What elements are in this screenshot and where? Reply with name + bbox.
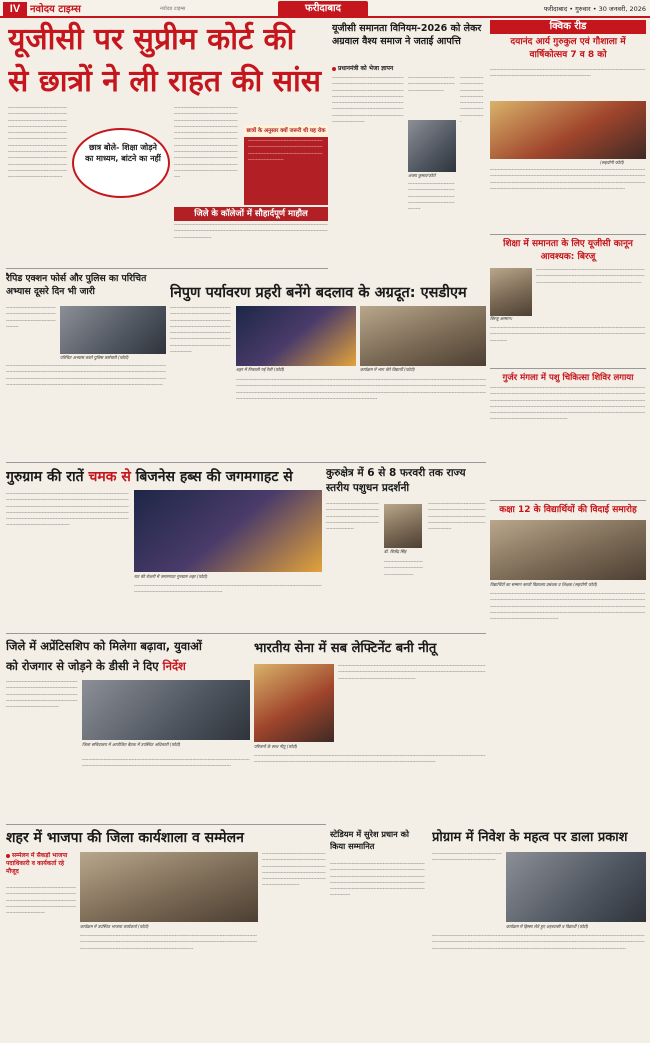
quick-read-story1-caption: (सहयोगी फोटो) [600, 160, 625, 165]
date-line: फरीदाबाद • गुरुवार • 30 जनवरी, 2026 [543, 5, 646, 13]
quick-read-story2-headline: शिक्षा में समानता के लिए यूजीसी कानून आवश्यक: बिरजू [503, 239, 633, 262]
header-bar [0, 0, 650, 18]
ugc-equality-body-col1: ------------------------------------------------------------------------------------------------------------------------------------------------------------------------------------------------------------------------------------------------------------------------------------------------------------------------------------------------------- [332, 76, 404, 126]
divider [6, 633, 486, 634]
bjp-subhead [6, 852, 76, 882]
quick-read-story2-caption: बिरजू अरमान। [490, 316, 513, 321]
kurukshetra-body-col2: ------------------------------------------------------------------------------------------------------------------------------------------------------------------- [428, 502, 486, 533]
bjp-headline: शहर में भाजपा की जिला कार्यशाला व सम्मेलन [6, 830, 244, 846]
apprentice-body-col1: -------------------------------------------------------------------------------------------------------------------------------------------------------------------------------------------------------------------------- [6, 680, 78, 711]
army-caption: परिजनों के साथ नीतू (फोटो) [254, 744, 298, 749]
kurukshetra-caption: डॉ. बिजेंद्र सिंह [384, 549, 407, 554]
inset-body: ----------------------------------------------------------------------------------------------------------------------------------------------------------------------- [248, 139, 323, 163]
quick-read-story1-body2: --------------------------------------------------------------------------------------------------------------------------------------------------------------------------------------------------------------------------------------------------------------------------------------------------------------------------------------------------------------------------------------------------- [490, 168, 646, 192]
quick-read-label: क्विक रीड [490, 20, 646, 34]
rapid-body-col1: -------------------------------------------------------------------------------------------------------- [6, 306, 56, 330]
main-story-body-col1: --------------------------------------------------------------------------------------------------------------------------------------------------------------------------------------------------------------------------------------------------------------------------------------------------------------------------------------------------------------------------------------------------------------------------------------------------------------------- [8, 106, 67, 181]
quick-read-story4-caption: विद्यार्थियों का सम्मान करती विद्यालय प्रबंधक व शिक्षक (सहयोगी फोटो) [490, 582, 598, 587]
college-box: जिले के कॉलेजों में सौहार्दपूर्ण माहौल [174, 207, 328, 221]
bjp-body-col2: ------------------------------------------------------------------------------------------------------------------------------------------------------------------------------------------------------------------------------------------------------------------------------------------------------------- [80, 934, 257, 952]
gurugram-body-col1: ---------------------------------------------------------------------------------------------------------------------------------------------------------------------------------------------------------------------------------------------------------------------------------------------------------------------------------------------------------------------------------------------------------------------------------------------------- [6, 492, 129, 529]
army-photo [254, 664, 334, 742]
apprentice-caption: जिला सचिवालय में आयोजित बैठक में उपस्थित अधिकारी (फोटो) [82, 742, 181, 747]
main-headline-line2: से छात्रों ने ली राहत की सांस [8, 64, 322, 99]
divider [6, 824, 326, 825]
rapid-caption: परिचित अभ्यास करते पुलिस कर्मचारी (फोटो) [60, 355, 129, 360]
quick-read-story1-body: --------------------------------------------------------------------------------------------------------------------------------------------------------------------- [490, 68, 646, 80]
inset-box [244, 125, 328, 205]
masthead-small: नवोदय टाइम्स [160, 6, 186, 12]
army-body-col2: -------------------------------------------------------------------------------------------------------------------------------------------------------------------------------------------------------------------------------------------------------------------------- [254, 754, 486, 766]
ugc-equality-body-col3: -------------------------------------------------------------------------------------------------------------------------------- [408, 182, 455, 213]
gurugram-headline-part1: गुरुग्राम की रातें [6, 469, 84, 485]
gurugram-headline-part2: बिजनेस हब्स की जगमगाहट से [135, 469, 293, 485]
divider [490, 368, 646, 369]
program-photo [506, 852, 646, 922]
nipun-body-col1: ----------------------------------------------------------------------------------------------------------------------------------------------------------------------------------------------------------------------------------------------------------------------------------------------- [170, 306, 231, 356]
ugc-equality-byline [332, 64, 482, 73]
rapid-body-col2: -------------------------------------------------------------------------------------------------------------------------------------------------------------------------------------------------------------------------------------------------------------------------------------------------------------------------------------------------------------------------------------------------------------------------- [6, 364, 166, 388]
ugc-equality-photo [408, 120, 456, 172]
nipun-caption2: कार्यक्रम में भाग लेते विद्यार्थी (फोटो) [360, 367, 415, 372]
page-number: IV [3, 2, 27, 16]
city-tag: फरीदाबाद [278, 1, 368, 17]
college-box-body: ------------------------------------------------------------------------------------------------------------------------------------------------------------------------------------------------------------------------------ [174, 223, 328, 241]
nipun-photo1 [236, 306, 356, 366]
gurugram-headline [6, 467, 322, 487]
quick-read-story1-headline: दयानंद आर्य गुरुकुल एवं गौशाला में वार्षिकोत्सव 7 व 8 को [510, 37, 626, 60]
inset-header: छात्रों के अनुसार क्यों जरूरी थी यह रोक [244, 125, 328, 137]
quick-read-story3-headline: गुर्जर मंगला में पशु चिकित्सा शिविर लगाया [502, 373, 634, 383]
rapid-headline: रैपिड एक्शन फोर्स और पुलिस का परिचित अभ्यास दूसरे दिन भी जारी [6, 273, 147, 297]
quick-read-story2-photo [490, 268, 532, 316]
quick-read-story2-body: ---------------------------------------------------------------------------------------------------------------------------------------------------------------------------------------------------------------- [536, 268, 645, 286]
apprentice-body-col2: ------------------------------------------------------------------------------------------------------------------------------------------------------------------------------------------------------------ [82, 758, 250, 770]
paper-name: नवोदय टाइम्स [30, 4, 81, 15]
nipun-photo2 [360, 306, 486, 366]
kurukshetra-photo [384, 504, 422, 548]
bjp-body-col3: ------------------------------------------------------------------------------------------------------------------------------------------------------------------------------------------------------------------------------------- [262, 852, 326, 889]
gurugram-body-col2: ---------------------------------------------------------------------------------------------------------------------------------------------------------------------------------- [134, 584, 322, 596]
bullet-icon [6, 854, 10, 858]
nipun-headline: निपुण पर्यावरण प्रहरी बनेंगे बदलाव के अग्रदूत: एसडीएम [170, 285, 467, 301]
divider [6, 268, 328, 269]
ugc-equality-caption: अजय कुमार/फोटो [408, 173, 436, 178]
stadium-headline: स्टेडियम में सुरेश प्रधान को किया सम्मानित [330, 829, 409, 851]
quote-bubble-text: छात्र बोले- शिक्षा जोड़ने का माध्यम, बांटने का नहीं [85, 143, 161, 163]
divider [490, 234, 646, 235]
quick-read-story2-body2: ------------------------------------------------------------------------------------------------------------------------------------------------------------------------------------------------------------------- [490, 326, 646, 344]
apprentice-photo [82, 680, 250, 740]
program-body-col1: -------------------------------------------------------------------------------------- [432, 852, 502, 864]
gurugram-headline-accent: चमक से [88, 469, 131, 485]
bullet-icon [332, 67, 336, 71]
main-story-body-col2: ----------------------------------------------------------------------------------------------------------------------------------------------------------------------------------------------------------------------------------------------------------------------------------------------------------------------------------------------------------------------------------------------------------------------------------------------------------------------- [174, 106, 238, 181]
quick-read-story4-headline: कक्षा 12 के विद्यार्थियों की विदाई समारोह [499, 505, 637, 515]
apprentice-headline-accent: निर्देश [162, 659, 186, 673]
nipun-body-col2: ---------------------------------------------------------------------------------------------------------------------------------------------------------------------------------------------------------------------------------------------------------------------------------------------------------------------------------------------------------------------------------------------------------------------------------------------------------------------------------------------------------------------------------------------------------------------------------------------- [236, 378, 486, 402]
bjp-subhead-text: सम्मेलन में सैकड़ों भाजपा पदाधिकारी व कार्यकर्ता रहे मौजूद [6, 852, 68, 875]
stadium-body: ------------------------------------------------------------------------------------------------------------------------------------------------------------------------------------------------------------------------------------------------------------------------------------------------------------------------------ [330, 862, 425, 899]
ugc-equality-body-col2: ----------------------------------------------------------------------------------- [408, 76, 455, 94]
gurugram-photo [134, 490, 322, 572]
divider [6, 462, 486, 463]
army-body-col1: ------------------------------------------------------------------------------------------------------------------------------------------------------------------------------------------------------------------------------------------------ [338, 664, 486, 682]
quick-read-story1-photo [490, 101, 646, 159]
rapid-photo [60, 306, 166, 354]
program-body-col2: --------------------------------------------------------------------------------------------------------------------------------------------------------------------------------------------------------------------------------------------------------------------------------------------------------------------------------------------------------------------------------------------------------------- [432, 934, 645, 952]
gurugram-caption: रात की रोशनी में जगमगाता गुरुग्राम शहर (फोटो) [134, 574, 208, 579]
divider [490, 500, 646, 501]
bjp-photo [80, 852, 258, 922]
program-caption: कार्यक्रम में हिस्सा लेते हुए शहरवासी व विद्यार्थी (फोटो) [506, 924, 589, 929]
quick-read-story3-body: ---------------------------------------------------------------------------------------------------------------------------------------------------------------------------------------------------------------------------------------------------------------------------------------------------------------------------------------------------------------------------------------------------------------------------------------------------------------------------------------------------------------------------------------------------------------------- [490, 386, 646, 423]
nipun-caption1: शहर में निकाली गई रैली (फोटो) [236, 367, 285, 372]
apprentice-headline-line1: जिले में अप्रेंटिसशिप को मिलेगा बढ़ावा, युवाओं [6, 639, 202, 653]
quick-read-story4-photo [490, 520, 646, 580]
quick-read-story4-body: ------------------------------------------------------------------------------------------------------------------------------------------------------------------------------------------------------------------------------------------------------------------------------------------------------------------------------------------------------------------------------------------------------------------------------------------------------------ [490, 592, 646, 623]
army-headline: भारतीय सेना में सब लेफ्टिनेंट बनी नीतू [254, 641, 437, 656]
bjp-body-col1: ------------------------------------------------------------------------------------------------------------------------------------------------------------------------------------------------------------- [6, 886, 76, 917]
bjp-caption: कार्यक्रम में उपस्थित भाजपा कार्यकर्ता (फोटो) [80, 924, 149, 929]
quote-bubble [72, 128, 170, 198]
kurukshetra-headline: कुरुक्षेत्र में 6 से 8 फरवरी तक राज्य स्तरीय पशुधन प्रदर्शनी [326, 467, 466, 494]
apprentice-headline-part1: को रोजगार से जोड़ने के डीसी ने दिए [6, 659, 159, 673]
kurukshetra-body-col1: ---------------------------------------------------------------------------------------------------------------------------------------------------------- [326, 502, 379, 533]
ugc-equality-body-col4: ---------------------------------------------------------------------------------------------------------- [460, 76, 484, 126]
program-headline: प्रोग्राम में निवेश के महत्व पर डाला प्रकाश [432, 830, 628, 845]
ugc-equality-headline: यूजीसी समानता विनियम-2026 को लेकर अग्रवाल वैश्य समाज ने जताई आपत्ति [332, 23, 482, 47]
apprentice-headline-line2 [6, 656, 250, 676]
kurukshetra-body-col3: --------------------------------------------------------------------- [384, 560, 423, 578]
ugc-byline-text: प्रधानमंत्री को भेजा ज्ञापन [338, 65, 394, 72]
main-headline-line1: यूजीसी पर सुप्रीम कोर्ट की [8, 22, 295, 57]
